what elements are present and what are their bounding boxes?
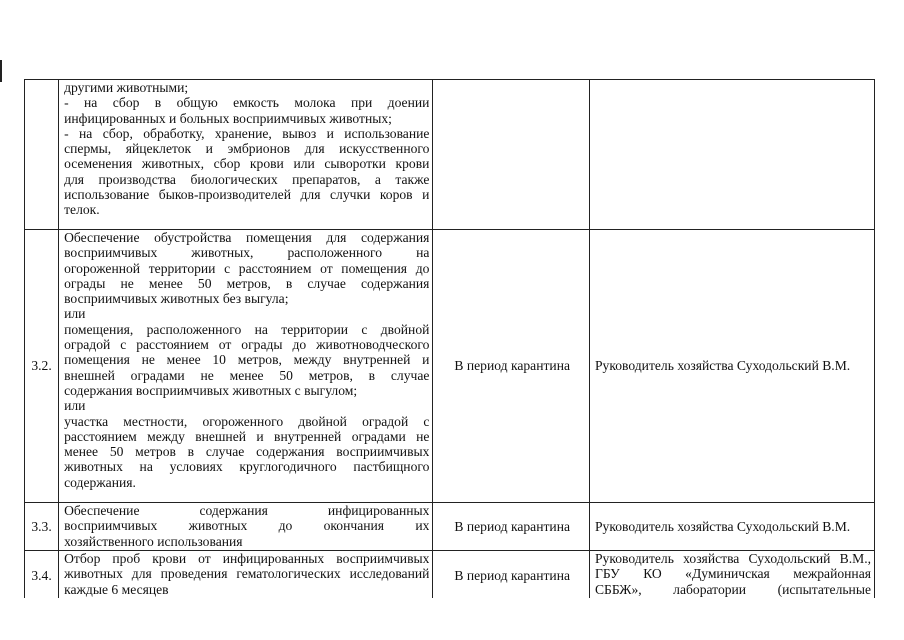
description-line: содержания. [64, 474, 136, 490]
description-line: Обеспечение содержания инфицированных [64, 503, 430, 518]
page-edge-mark [0, 60, 2, 82]
quarantine-measures-table [24, 79, 875, 601]
description-line: хозяйственного использования [64, 533, 243, 549]
row-number: 3.4. [25, 551, 59, 601]
description-line: оградой с расстоянием от ограды до животноводческого [64, 337, 430, 353]
description-line: восприимчивых животных до окончания их [64, 518, 430, 534]
description-line: внешней оградами не менее 50 метров, в случае [64, 367, 430, 383]
page-bottom-margin [24, 598, 876, 640]
table-row [25, 230, 875, 503]
description-line: помещения, расположенного на территории с двойной [64, 321, 430, 337]
responsible-line: ГБУ КО «Думиничская межрайонная [594, 566, 871, 582]
row-number [25, 80, 59, 230]
row-number: 3.2. [25, 230, 59, 503]
description-line: восприимчивых животных, расположенного на [64, 245, 430, 261]
measure-description [59, 503, 433, 551]
measure-description [59, 230, 433, 503]
responsible-cell [589, 551, 874, 601]
description-line: Отбор проб крови от инфицированных восприимчивых [64, 551, 430, 566]
responsible-cell: Руководитель хозяйства Суходольский В.М. [589, 503, 874, 551]
responsible-cell: Руководитель хозяйства Суходольский В.М. [589, 230, 874, 503]
description-line: для производства биологических препаратов, а также [64, 171, 430, 187]
description-line: восприимчивых животных без выгула; [64, 291, 289, 307]
description-line: инфицированных и больных восприимчивых животных; [64, 110, 392, 126]
table-row [25, 503, 875, 551]
description-line: - на сбор, обработку, хранение, вывоз и использование [64, 125, 430, 141]
description-line: участка местности, огороженного двойной оградой с [64, 413, 430, 429]
description-line: менее 50 метров в случае содержания восприимчивых [64, 444, 430, 460]
description-line: Обеспечение обустройства помещения для содержания [64, 230, 430, 245]
responsible-line: Руководитель хозяйства Суходольский В.М., [594, 551, 871, 566]
description-line: животных на условиях круглогодичного пастбищного [64, 459, 430, 475]
description-line: ограды не менее 50 метров, в случае содержания [64, 275, 430, 291]
description-line: использование быков-производителей для случки коров и [64, 187, 430, 203]
table-row [25, 80, 875, 230]
description-line: огороженной территории с расстоянием от помещения до [64, 260, 430, 276]
description-line: другими животными; [64, 80, 189, 95]
description-line: каждые 6 месяцев [64, 581, 169, 597]
table-row [25, 551, 875, 601]
description-line: животных для проведения гематологических исследований [64, 566, 430, 582]
description-line: или [64, 306, 86, 322]
responsible-line: СББЖ», лаборатории (испытательные [594, 581, 871, 597]
description-line: - на сбор в общую емкость молока при доении [64, 95, 430, 111]
description-line: или [64, 398, 86, 414]
deadline-cell: В период карантина [433, 230, 590, 503]
description-line: расстоянием между внешней и внутренней оградами не [64, 428, 430, 444]
measure-description [59, 80, 433, 230]
description-line: осеменения животных, сбор крови или сыворотки крови [64, 156, 430, 172]
deadline-cell [433, 80, 590, 230]
description-line: телок. [64, 202, 100, 218]
responsible-cell [589, 80, 874, 230]
row-number: 3.3. [25, 503, 59, 551]
deadline-cell: В период карантина [433, 503, 590, 551]
description-line: помещения не менее 10 метров, между внутренней и [64, 352, 430, 368]
description-line: содержания восприимчивых животных с выгулом; [64, 382, 358, 398]
measure-description [59, 551, 433, 601]
description-line: спермы, яйцеклеток и эмбрионов для искусственного [64, 141, 430, 157]
deadline-cell: В период карантина [433, 551, 590, 601]
